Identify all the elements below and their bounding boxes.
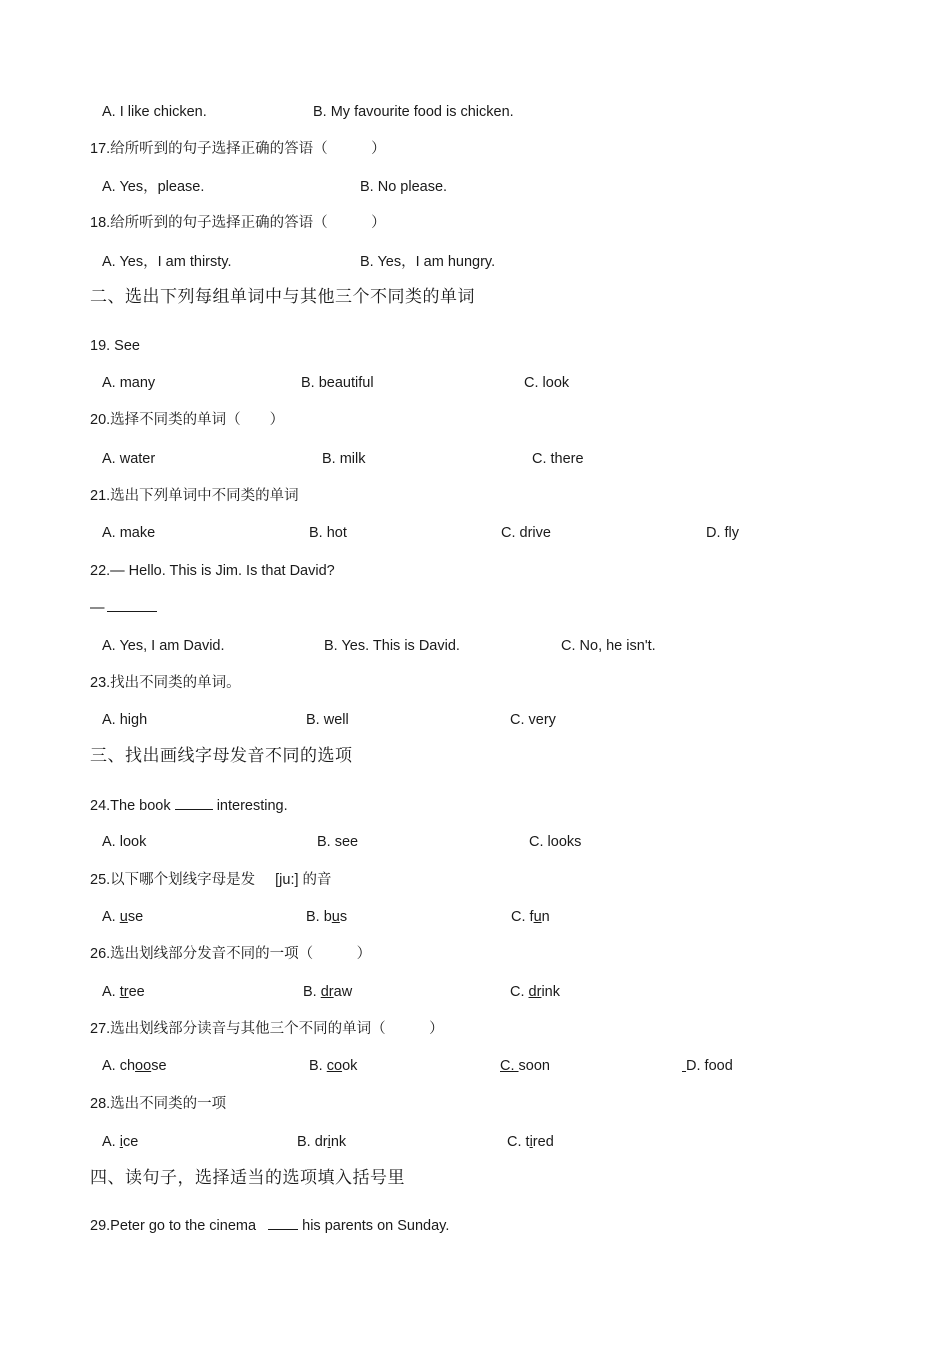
q28-option-b: B. drink xyxy=(297,1134,347,1150)
q23-option-b: B. well xyxy=(306,712,349,728)
q22-option-a: A. Yes, I am David. xyxy=(102,638,225,654)
q22-blank xyxy=(107,599,157,612)
q16-option-a: A. I like chicken. xyxy=(102,104,207,120)
q19-option-a: A. many xyxy=(102,375,156,391)
q17-stem: 17.给所听到的句子选择正确的答语（ ） xyxy=(90,141,386,157)
q17-option-a: A. Yes，please. xyxy=(102,179,205,195)
q18-option-b: B. Yes，I am hungry. xyxy=(360,254,496,270)
q22-answer-line xyxy=(90,599,157,617)
section-4-heading: 四、读句子，选择适当的选项填入括号里 xyxy=(90,1168,405,1187)
q28-option-c: C. tired xyxy=(507,1134,554,1150)
q20-stem: 20.选择不同类的单词（ ） xyxy=(90,412,285,428)
section-2-heading: 二、选出下列每组单词中与其他三个不同类的单词 xyxy=(90,287,475,306)
q24-stem-pre: 24.The book xyxy=(90,798,171,814)
q24-blank xyxy=(175,797,213,810)
q24-stem xyxy=(90,797,288,815)
q21-option-b: B. hot xyxy=(309,525,347,541)
q18-stem: 18.给所听到的句子选择正确的答语（ ） xyxy=(90,215,386,231)
q28-stem: 28.选出不同类的一项 xyxy=(90,1096,227,1112)
q27-stem: 27.选出划线部分读音与其他三个不同的单词（ ） xyxy=(90,1021,444,1037)
q26-option-a: A. tree xyxy=(102,984,145,1000)
q28-option-a: A. ice xyxy=(102,1134,139,1150)
q24-stem-post: interesting. xyxy=(216,798,288,814)
q20-option-c: C. there xyxy=(532,451,584,467)
q21-option-a: A. make xyxy=(102,525,156,541)
q19-option-b: B. beautiful xyxy=(301,375,374,391)
q25-stem xyxy=(90,871,332,889)
q27-option-b: B. cook xyxy=(309,1058,358,1074)
q25-option-a: A. use xyxy=(102,909,144,925)
q23-option-a: A. high xyxy=(102,712,148,728)
q23-stem: 23.找出不同类的单词。 xyxy=(90,675,241,691)
q23-option-c: C. very xyxy=(510,712,556,728)
q26-stem: 26.选出划线部分发音不同的一项（ ） xyxy=(90,946,372,962)
q24-option-a: A. look xyxy=(102,834,147,850)
q19-stem: 19. See xyxy=(90,338,140,354)
q24-option-b: B. see xyxy=(317,834,359,850)
q25-stem-pre: 25.以下哪个划线字母是发 xyxy=(90,872,256,888)
q18-option-a: A. Yes，I am thirsty. xyxy=(102,254,232,270)
q20-option-a: A. water xyxy=(102,451,156,467)
q22-option-b: B. Yes. This is David. xyxy=(324,638,460,654)
q22-dash: — xyxy=(90,600,105,616)
q21-option-d: D. fly xyxy=(706,525,740,541)
q20-option-b: B. milk xyxy=(322,451,366,467)
q29-stem-post: his parents on Sunday. xyxy=(302,1218,450,1234)
q25-stem-post: [ju:] 的音 xyxy=(275,872,332,888)
q22-option-c: C. No, he isn't. xyxy=(561,638,656,654)
q21-stem: 21.选出下列单词中不同类的单词 xyxy=(90,488,299,504)
q29-stem xyxy=(90,1217,449,1235)
q27-option-c: C. soon xyxy=(500,1058,550,1074)
q25-option-c: C. fun xyxy=(511,909,550,925)
q29-stem-pre: 29.Peter go to the cinema xyxy=(90,1218,257,1234)
q19-option-c: C. look xyxy=(524,375,570,391)
q26-option-c: C. drink xyxy=(510,984,560,1000)
section-3-heading: 三、找出画线字母发音不同的选项 xyxy=(90,746,353,765)
q16-option-b: B. My favourite food is chicken. xyxy=(313,104,514,120)
q27-option-d: D. food xyxy=(686,1058,733,1074)
q26-option-b: B. draw xyxy=(303,984,353,1000)
q29-blank xyxy=(268,1217,298,1230)
q21-option-c: C. drive xyxy=(501,525,551,541)
q22-stem: 22.— Hello. This is Jim. Is that David? xyxy=(90,563,335,579)
q27-option-a: A. choose xyxy=(102,1058,167,1074)
q24-option-c: C. looks xyxy=(529,834,582,850)
q25-option-b: B. bus xyxy=(306,909,348,925)
q17-option-b: B. No please. xyxy=(360,179,448,195)
